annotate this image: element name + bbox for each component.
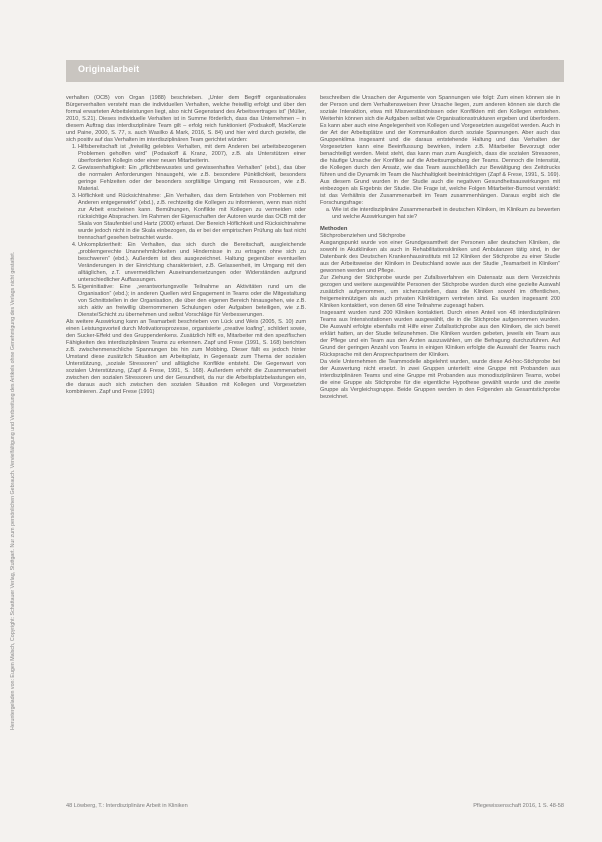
left-body-paragraph: Als weitere Auswirkung kann an Teamarbeit beschrieben von Lück und Weis (2005, S. 10) zum einen Leistungsvorteil durch Motivationsprozesse, organisierte „creative loafing“, schildert sowie, den Sucker-Effekt und des Gruppendenkens. Zusätzlich hilft es, Mitarbeiter mit den spezifischen Fähigkeiten des interdisziplinären Teams zu erkennen. Zapf und Frese (1991, S. 168) berichten z.B. zwischenmenschliche Spannungen bis hin zum Mobbing. Dieser fällt es jedoch hinter Umstand diese zusätzlich Situation am Arbeitsplatz, in Gegensatz zum Thema der sozialen Unterstützung, „soziale Stressoren“ und alltägliche Konflikte entsteht. Die Gegenwart von sozialen Unterstützung, (Zapf & Frese, 1991, S. 168). Außerdem erhöht die Zusammenarbeit zwischen den sozialen Stressoren und der Gesundheit, da nur die Arbeitsplatzbelastungen ein, die daraus auch sich zwischen den sozialen Situation mit Kollegen und Vorgesetzten kombinieren. Zapf und Frese (1991) <box>66 319 306 395</box>
section-label: Originalarbeit <box>78 64 140 74</box>
footer-journal: Pflegewissenschaft 2016, 1 S. 48-58 <box>473 803 564 809</box>
methods-subheading: Stichprobenziehen und Stichprobe <box>320 233 406 239</box>
list-item: 3. Höflichkeit und Rücksichtnahme: „Ein Verhalten, das dem Entstehen von Problemen mit Anderen entgegenwirkt“ (ebd.), z.B. rechtzeitig die Kollegen zu informieren, wenn man nicht zur Arbeit erscheinen kann. Bemühungen, Konflikte mit Kollegen zu vermeiden oder rücksichtige Absprachen. Im Rahmen der Eigenschaften der Autoren wurde das OCB mit der Skala von Staufenbiel und Hartz (2000) erfasst. Der Bereich Höflichkeit und Rücksichtnahme wurde jedoch nicht in die Skala einbezogen, da er bei der empirischen Prüfung als fast nicht trennscharf gesehen betrachtet wurde. <box>78 193 306 242</box>
methods-paragraph: Da viele Unternehmen die Teammodelle abgelehnt wurden, wurde diese Ad-hoc-Stichprobe bei der Auswertung nicht ersetzt. In zwei Gruppen unterteilt: eine Gruppe mit Probanden aus interdisziplinären Teams und eine Gruppe mit Probanden aus monodisziplinären Teams, wobei die eine Gruppe als Stichprobe für die eigentliche Hypothese gewählt wurde und die zweite Gruppe als Vergleichsgruppe. Beide Gruppen werden in den Folgenden als Gesamtstichprobe bezeichnet. <box>320 359 560 400</box>
methods-heading: Methoden <box>320 226 348 232</box>
right-column <box>320 95 560 795</box>
left-intro-paragraph: verhalten (OCB) von Organ (1988) beschrieben. „Unter dem Begriff organisationales Bürgerverhalten versteht man die individuellen Verhalten, welche freiwillig erfolgt und über den formal erwarteten Arbeitsleistungen liegt, also nicht Gegenstand des Arbeitsvertrages ist“ (Müller, 2010, S.21). Dieses individuelle Verhalten ist in Summe förderlich, dass das Unternehmen – in diesem Auftrag das interdisziplinäre Team gilt – erfolg reich funktioniert (Podsakoff, MacKenzie und Paine, 2000, S. 77, s. auch Wasilko & Mark, 2016, S. 84) und hier wird durch gezielte, die sich positiv auf das Verhalten im interdisziplinären Team gerichtet würden: <box>66 95 306 143</box>
research-question: a. Wie ist die interdisziplinäre Zusammenarbeit in deutschen Kliniken, im Klinikum zu bewerten und welche Auswirkungen hat sie? <box>332 207 560 221</box>
header-band <box>66 60 564 82</box>
list-item: 5. Eigeninitiative: Eine „verantwortungsvolle Teilnahme an Aktivitäten rund um die Organisation“ (ebd.); in anderen Quellen wird Engagement in Teams oder die Mitgestaltung von Schnittstellen in der Organisation, die über den eigenen Bereich hinausgehen, wie z.B. sich aktiv an freiwillig übernommenen Schulungen oder Aufgaben beteiligen, wie z.B. Dienste/Schicht zu übernehmen und selbst Vorschläge für Verbesserungen. <box>78 284 306 319</box>
list-item: 4. Unkompliziertheit: Ein Verhalten, das sich durch die Bereitschaft, ausgleichende „problemgerechte Unannehmlichkeiten und Hindernisse in zu ertragen ohne sich zu beschweren“ (ebd.). Außerdem ist dies ausgezeichnet. Haltung gegenüber eventuellen Veränderungen in der Einrichtung charakterisiert, z.B. Gelassenheit, im Umgang mit den alltäglichen, z.T. unvermeidlichen Auseinandersetzungen oder Widerständen aufgrund unterschiedlicher Auffassungen. <box>78 242 306 284</box>
methods-paragraph: Insgesamt wurden rund 200 Kliniken kontaktiert. Durch einen Anteil von 48 interdisziplinären Teams aus Intensivstationen wurden ausgewählt, die in die Stichprobe aufgenommen wurden. Die Auswahl erfolgte ebenfalls mit Hilfe einer Zufallsstichprobe aus den Kliniken, die sich bereit erklärt hatten, an der Studie teilzunehmen. Die Kliniken wurden gebeten, jeweils ein Team aus der Pflege und ein Team aus den Ärzten auszuwählen, um die Befragung durchzuführen. Auf Grund der geringen Anzahl von Teams in einigen Kliniken erfolgte die Auswahl der Teams nach Rücksprache mit den Ansprechpartnern der Kliniken. <box>320 310 560 358</box>
research-question-list <box>320 207 560 221</box>
copyright-side-note: Heruntergeladen von: Eugen Malsch, Copyright: Schattauer Verlag, Stuttgart. Nur zum persönlichen Gebrauch. Vervielfältigung und Verbreitung des Artikels ohne Genehmigung des Verlags nicht gestattet. <box>10 251 16 730</box>
methods-paragraph: Ausgangspunkt wurde von einer Grundgesamtheit der Personen aller deutschen Kliniken, die sowohl in Akutkliniken als auch in Rehabilitationskliniken und Ambulanzen tätig sind, in der Datenbank des Deutschen Krankenhausinstituts mit 12 Kliniken der Stichprobe zu einer Studie aus der Arbeitsweise der Kliniken in Deutschland sowie aus der Studie „Teamarbeit in Kliniken“ gewonnen werden und Pflege. <box>320 240 560 274</box>
ocb-dimension-list <box>66 144 306 319</box>
footer-citation: 48 Löwberg, T.: Interdisziplinäre Arbeit in Kliniken <box>66 803 188 809</box>
list-item: 1. Hilfsbereitschaft ist „freiwillig gelebtes Verhalten, mit dem Anderen bei arbeitsbezogenen Problemen geholfen wird“ (Podsakoff & Kranz, 2007), z.B. als Unterstützen einer überforderten Kollegin oder einer neuen Mitarbeiterin. <box>78 144 306 165</box>
left-column <box>66 95 306 795</box>
methods-paragraph: Zur Ziehung der Stichprobe wurde per Zufallsverfahren ein Datensatz aus dem Verzeichnis gezogen und weitere ausgewählte Personen der Stichprobe wurden durch eine gezielte Auswahl zusätzlich aufgenommen, um sicherzustellen, dass die Kliniken sowohl im öffentlichen, freigemeinnützigen als auch privaten Klinikträgern vertreten sind. Es wurden insgesamt 200 Kliniken kontaktiert, von denen 68 eine Teilnahme zugesagt haben. <box>320 275 560 309</box>
list-item: 2. Gewissenhaftigkeit: Ein „pflichtbewusstes und gewissenhaftes Verhalten“ (ebd.), das über die normalen Anforderungen hinausgeht, wie z.B. besondere Pünktlichkeit, besonders geringe Fehlzeiten oder der besonders sorgfältige Umgang mit Ressourcen, wie z.B. Material. <box>78 165 306 193</box>
right-intro-paragraph: beschreiben die Ursachen der Argumente von Spannungen wie folgt: Zum einen können sie in der Person und dem Verhaltensweisen ihrer Ursache liegen, zum anderen können sie durch die soziale Interaktion, etwa mit Missverständnissen oder Konflikten mit den Kollegen entstehen. Weiterhin können sich die Aufgaben selbst wie Organisationsstrukturen ergeben und überfordern. Es kann aber auch eine Angelegenheit von Kollegen und Vorgesetzten ausgelöst werden. Auch in der Art der Arbeitsplätze und der Kommunikation durch soziale Spannungen. Aber auch das Gruppenklima insgesamt und die daraus entstehende Haltung und das Verhalten der Vorgesetzten kann eine Beeinflussung bewirken, indem z.B. Mitarbeiter Bevorzugt oder benachteiligt werden. Meist steht, das kann man zum Ausgleich, dass die sozialen Stressoren, die häufige Ursache der Konflikte auf die Arbeitsumgebung der Teams. Dennoch die Intensität, die Kollegen durch den Ansatz, wie das Team ausschließlich zur Bewältigung des Zeitdrucks führen und die Dynamik im Team die Nachhaltigkeit beeinträchtigen (Zapf & Frese, 1991, S. 169). Aus diesem Grund wurden in der Studie auch die negativen Gesundheitsauswirkungen mit einbezogen als Ergebnis der Studie. Die Frage ist, welche Folgen Mitarbeiter-Burnout verstärkt: ist das Verhältnis der Zusammenarbeit im Team zusammenhängen. Daraus ergibt sich die Forschungsfrage: <box>320 95 560 206</box>
